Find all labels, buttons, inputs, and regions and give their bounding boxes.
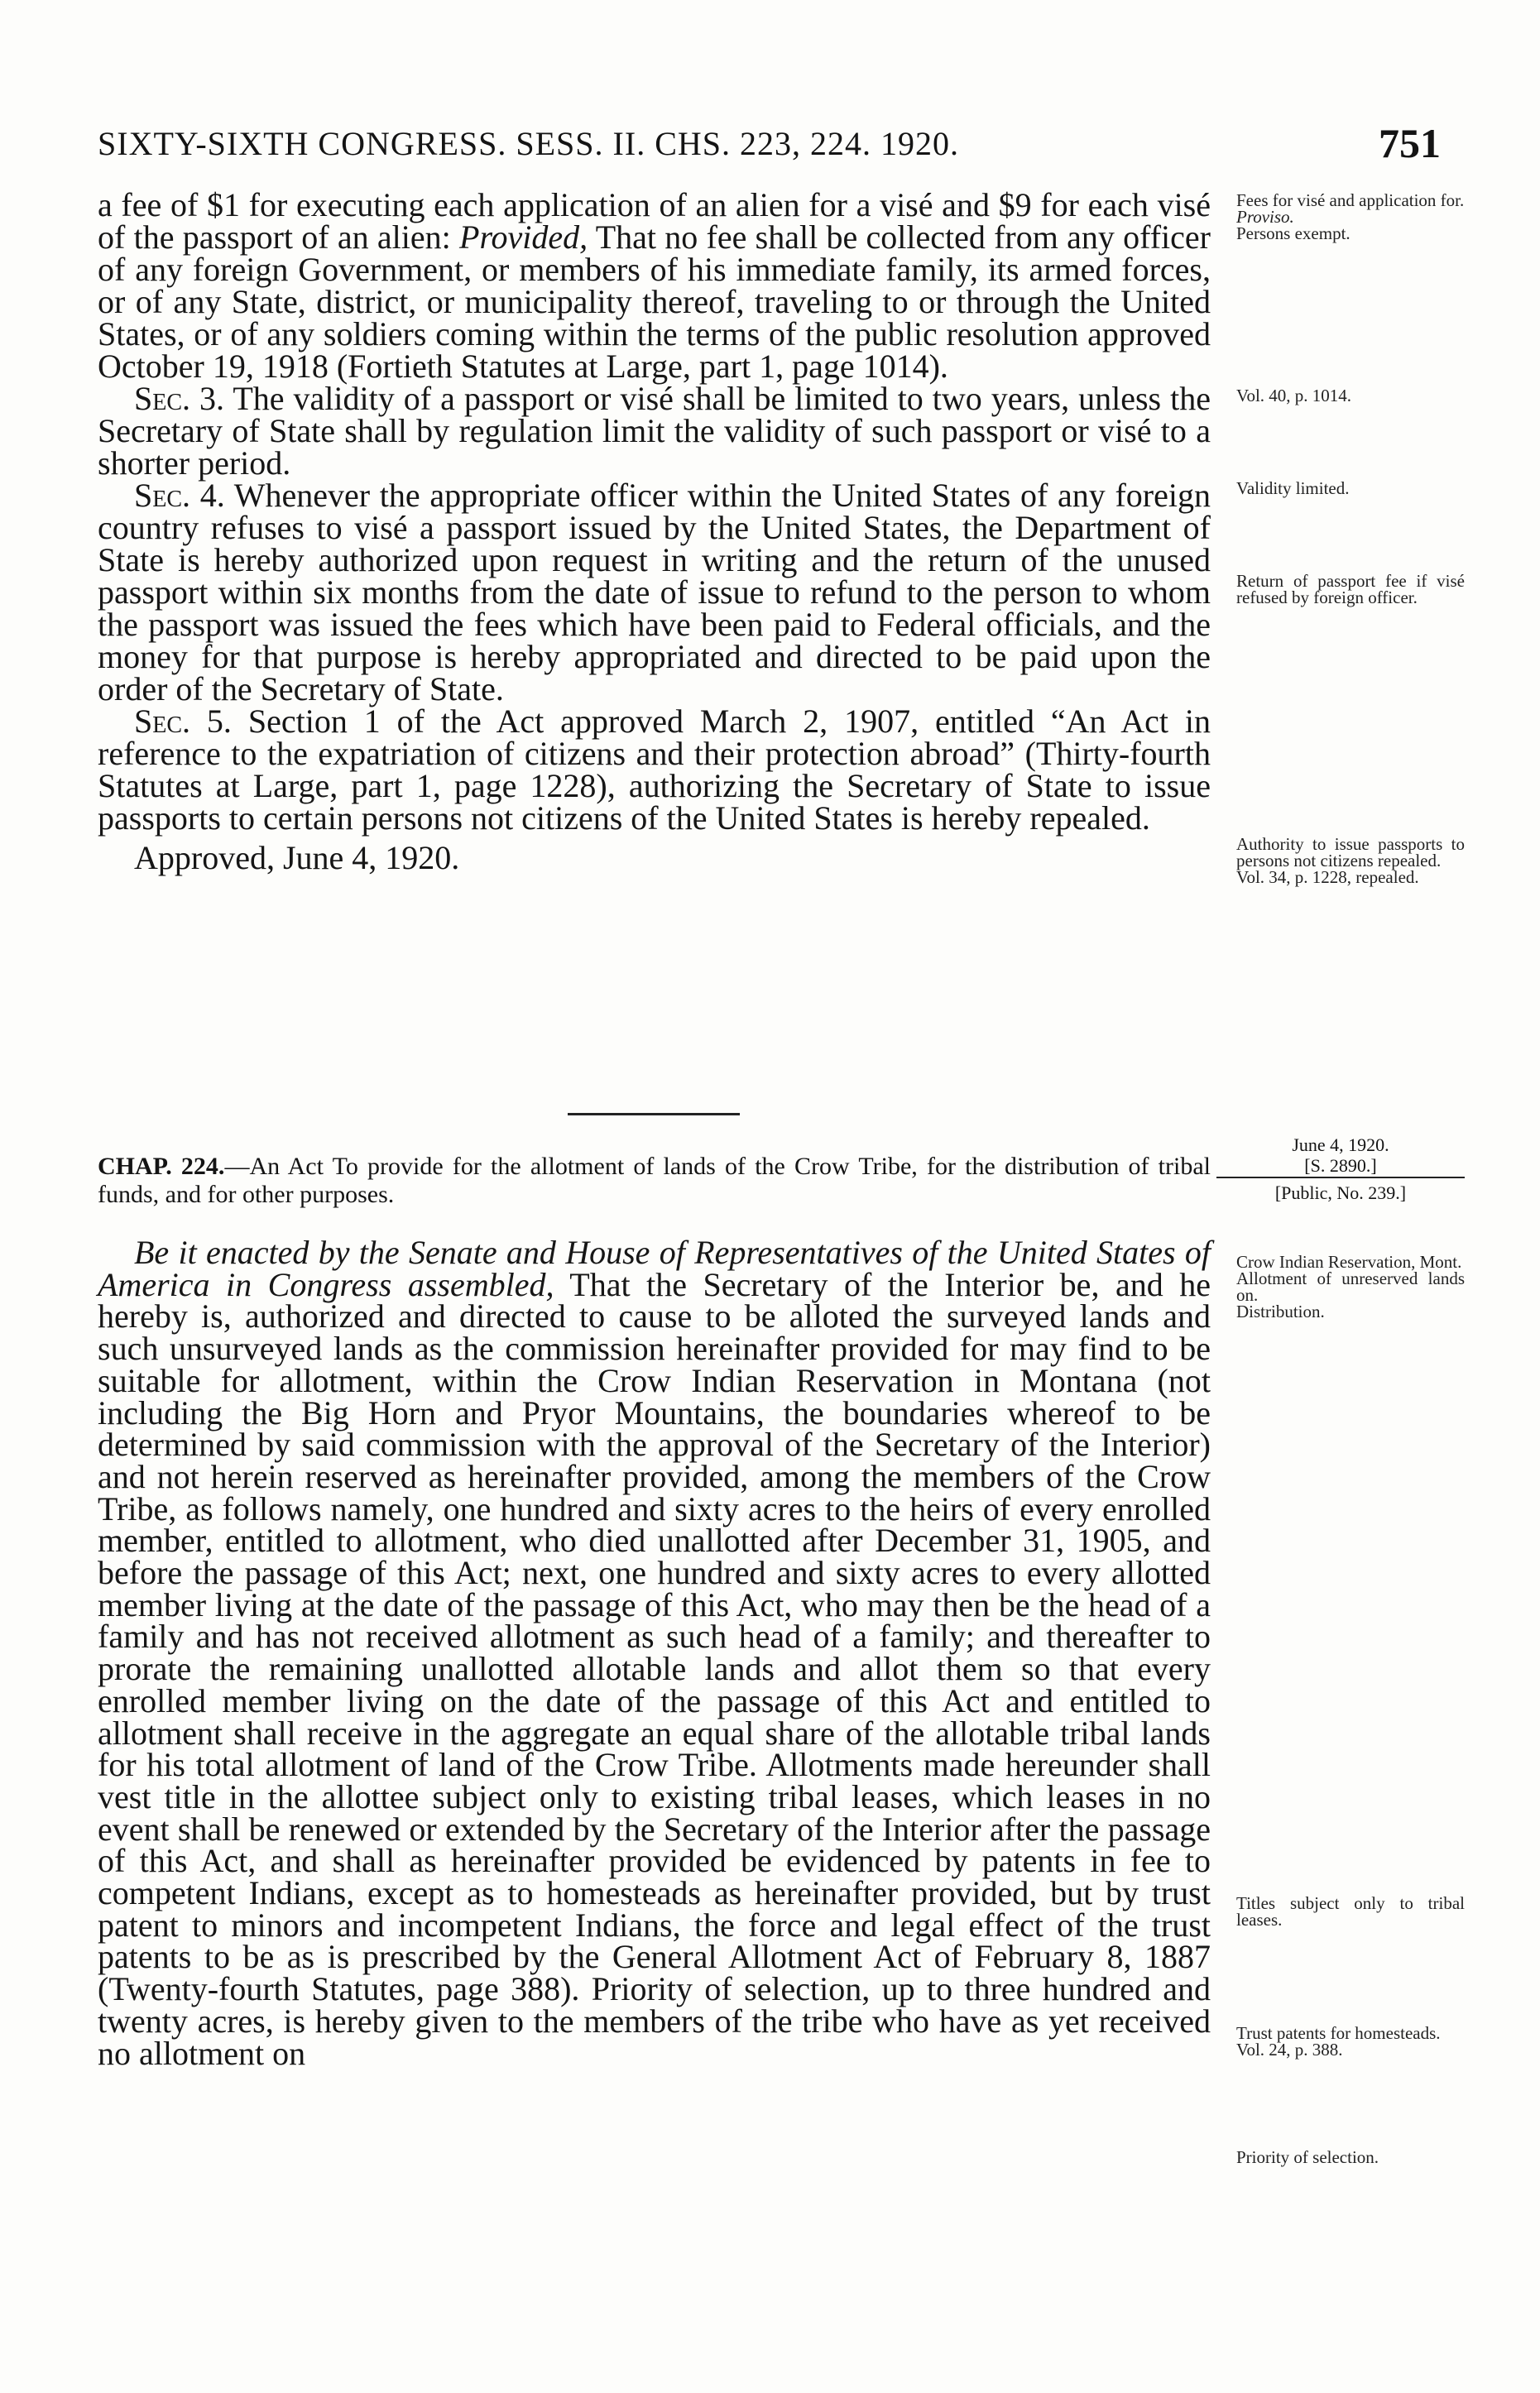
margin-note-authority: Authority to issue passports to persons not citizens repealed. Vol. 34, p. 1228, repealed.	[1216, 836, 1465, 885]
margin-note-allotment: Allotment of unreserved lands on.	[1236, 1268, 1465, 1305]
margin-note-crow: Crow Indian Reservation, Mont. Allotment of unreserved lands on. Distribution.	[1216, 1254, 1465, 1320]
margin-note-trust: Trust patents for homesteads. Vol. 24, p. 388.	[1216, 2025, 1465, 2058]
paragraph-fees: a fee of $1 for executing each application of an alien for a visé and $9 for each visé of the passport of an alien: Provided, That no fee shall be collected from any officer of any foreign Government, or members of his immediate family, its armed forces, or of any State, district, or municipality thereof, traveling to or through the United States, or of any soldiers coming within the terms of the public resolution approved October 19, 1918 (Fortieth Statutes at Large, part 1, page 1014).	[98, 186, 1211, 385]
section-label: Sec. 5.	[134, 703, 232, 740]
body-text-chapter	[98, 1234, 1211, 2072]
senate-bill: [S. 2890.]	[1304, 1155, 1377, 1176]
margin-note-vol40: Vol. 40, p. 1014.	[1236, 386, 1352, 405]
running-head: SIXTY-SIXTH CONGRESS. SESS. II. CHS. 223, 224. 1920.	[98, 125, 960, 162]
body-text-top	[98, 186, 1211, 876]
chapter-date-block	[1216, 1134, 1465, 1205]
chapter-text: Be it enacted by the Senate and House of Representatives of the United States of America in Congress assembled, That the Secretary of the Interior be, and he hereby is, authorized and directed to cause to be alloted the surveyed lands and such unsurveyed lands as the commission hereinafter provided for may find to be suitable for allotment, within the Crow Indian Reservation in Montana (not including the Big Horn and Pryor Mountains, the boundaries whereof to be determined by said commission with the approval of the Secretary of the Interior) and not herein reserved as hereinafter provided, among the members of the Crow Tribe, as follows namely, one hundred and sixty acres to the heirs of every enrolled member, entitled to allotment, who died unallotted after December 31, 1905, and before the passage of this Act; next, one hundred and sixty acres to every allotted member living at the date of the passage of this Act, who may then be the head of a family and has not received allotment as such head of a family; and thereafter to prorate the remaining unallotted allotable lands and allot them so that every enrolled member living on the date of the passage of this Act and entitled to allotment shall receive in the aggregate an equal share of the allotable tribal lands for his total allotment of land of the Crow Tribe. Allotments made hereunder shall vest title in the allottee subject only to existing tribal leases, which leases in no event shall be renewed or extended by the Secretary of the Interior after the passage of this Act, and shall as hereinafter provided be evidenced by patents in fee to competent Indians, except as to homesteads as hereinafter provided, but by trust patent to minors and incompetent Indians, the force and legal effect of the trust patents to be as is prescribed by the General Allotment Act of February 8, 1887 (Twenty-fourth Statutes, page 388). Priority of selection, up to three hundred and twenty acres, is hereby given to the members of the tribe who have as yet received no allotment on	[98, 1234, 1211, 2072]
margin-note-priority: Priority of selection.	[1236, 2147, 1379, 2167]
chapter-label: CHAP. 224.	[98, 1153, 225, 1180]
margin-note-return-fee: Return of passport fee if visé refused by foreign officer.	[1236, 571, 1465, 607]
margin-note-distribution: Distribution.	[1236, 1302, 1325, 1321]
margin-note-persons-exempt: Persons exempt.	[1236, 223, 1350, 243]
approved-line: Approved, June 4, 1920.	[134, 839, 460, 876]
chapter-date: June 4, 1920.	[1292, 1134, 1389, 1155]
date-divider	[1216, 1177, 1465, 1178]
public-number: [Public, No. 239.]	[1274, 1182, 1407, 1203]
margin-note-vol34: Vol. 34, p. 1228, repealed.	[1236, 867, 1419, 887]
section-label: Sec. 4.	[134, 477, 225, 514]
margin-note-vol24: Vol. 24, p. 388.	[1236, 2040, 1343, 2060]
section-label: Sec. 3.	[134, 380, 225, 417]
margin-note-titles: Titles subject only to tribal leases.	[1236, 1893, 1465, 1930]
page-number: 751	[1379, 120, 1441, 166]
margin-note-fees: Fees for visé and application for. Proviso. Persons exempt.	[1216, 192, 1465, 242]
section-5: Sec. 5. Section 1 of the Act approved March 2, 1907, entitled “An Act in reference to the expatriation of citizens and their protection abroad” (Thirty-fourth Statutes at Large, part 1, page 1228), authorizing the Secretary of State to issue passports to certain persons not citizens of the United States is hereby repealed.	[98, 703, 1211, 837]
margin-note-validity: Validity limited.	[1236, 478, 1350, 498]
divider-rule	[568, 1113, 740, 1115]
section-4: Sec. 4. Whenever the appropriate officer within the United States of any foreign country refuses to visé a passport issued by the United States, the Department of State is hereby authorized upon request in writing and the return of the unused passport within six months from the date of issue to refund to the person to whom the passport was issued the fees which have been paid to Federal officials, and the money for that purpose is hereby appropriated and directed to be paid upon the order of the Secretary of State.	[98, 477, 1211, 707]
running-header	[98, 120, 1441, 174]
section-3: Sec. 3. The validity of a passport or visé shall be limited to two years, unless the Secretary of State shall by regulation limit the validity of such passport or visé to a shorter period.	[98, 380, 1211, 482]
provided-word: Provided,	[459, 218, 588, 256]
margin-note-proviso: Proviso.	[1236, 207, 1294, 227]
chapter-title: —An Act To provide for the allotment of lands of the Crow Tribe, for the distribution of tribal funds, and for other purposes.	[98, 1153, 1211, 1208]
chapter-heading	[98, 1153, 1211, 1209]
enacting-clause: Be it enacted by the Senate and House of Representatives of the United States of America in Congress assembled,	[98, 1234, 1211, 1303]
